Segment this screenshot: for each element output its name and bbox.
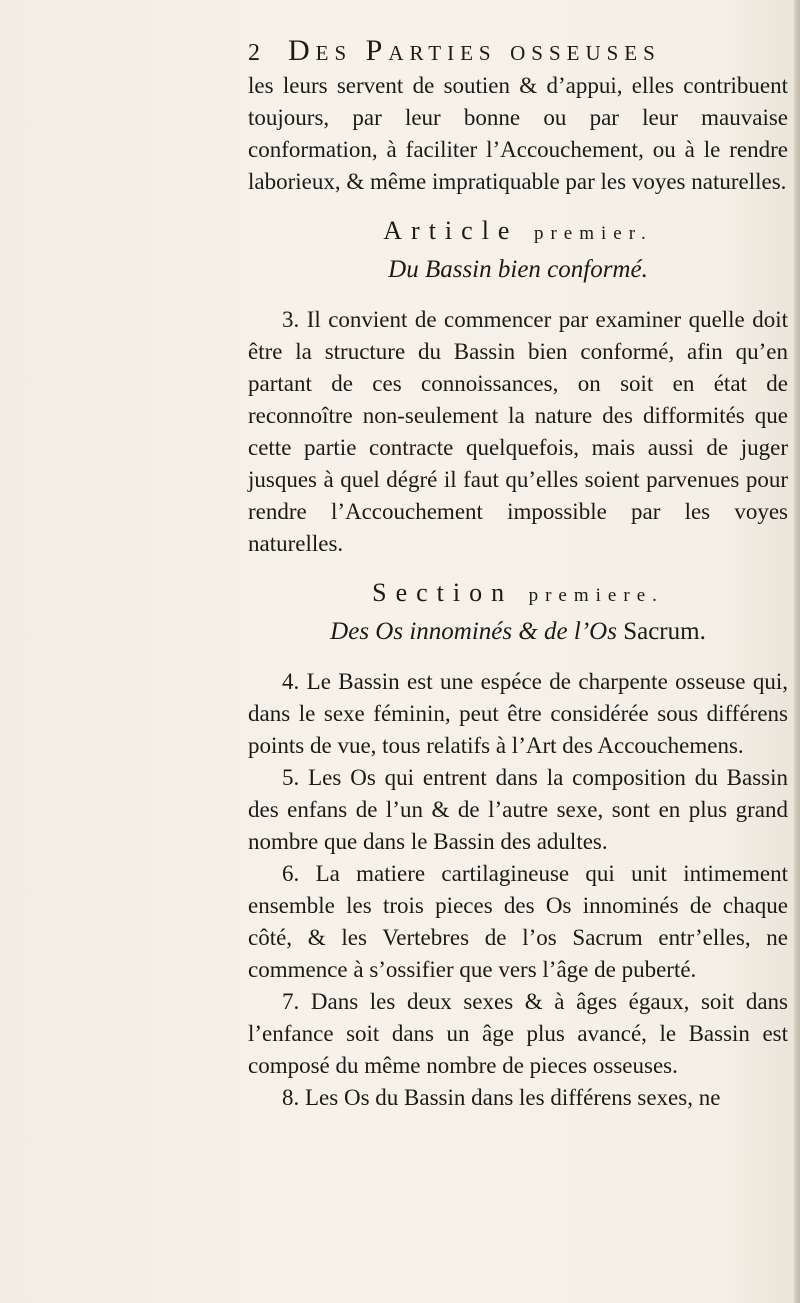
page-number: 2 (248, 40, 260, 66)
article-word: Article (383, 216, 519, 245)
paragraph-7: 7. Dans les deux sexes & à âges égaux, soit dans l’enfance soit dans un âge plus avancé, le Bassin est composé du même nombre de pieces osseuses. (248, 989, 788, 1078)
page-edge (794, 0, 800, 1303)
section-subtitle-roman: Sacrum. (623, 618, 706, 645)
section-subtitle-italic: Des Os innominés & de l’Os (330, 618, 617, 645)
section-subtitle (248, 618, 788, 646)
section-heading (248, 578, 788, 608)
running-head (248, 34, 788, 68)
paragraph-8: 8. Les Os du Bassin dans les différens sexes, ne (282, 1085, 721, 1110)
section-ordinal: premiere. (528, 585, 664, 606)
article-subtitle: Du Bassin bien conformé. (388, 256, 648, 283)
paragraph-6: 6. La matiere cartilagineuse qui unit intimement ensemble les trois pieces des Os innominés de chaque côté, & les Vertebres de l’os Sacrum entr’elles, ne commence à s’ossifier que vers l’âge de puberté. (248, 861, 788, 982)
page-content (248, 34, 788, 1114)
paragraph-4: 4. Le Bassin est une espéce de charpente osseuse qui, dans le sexe féminin, peut être considérée sous différens points de vue, tous relatifs à l’Art des Accouchemens. (248, 669, 788, 758)
article-heading (248, 216, 788, 246)
paragraph-5: 5. Les Os qui entrent dans la composition du Bassin des enfans de l’un & de l’autre sexe, sont en plus grand nombre que dans le Bassin des adultes. (248, 765, 788, 854)
section-word: Section (372, 578, 514, 607)
running-title: Des Parties osseuses (288, 34, 661, 67)
intro-paragraph: les leurs servent de soutien & d’appui, elles contribuent toujours, par leur bonne ou par leur mauvaise conformation, à faciliter l’Accouchement, ou à le rendre laborieux, & même impratiquable par les voyes naturelles. (248, 73, 788, 194)
paragraph-3: 3. Il convient de commencer par examiner quelle doit être la structure du Bassin bien conformé, afin qu’en partant de ces connoissances, on soit en état de reconnoître non-seulement la nature des difformités que cette partie contracte quelquefois, mais aussi de juger jusques à quel dégré il faut qu’elles soient parvenues pour rendre l’Accouchement impossible par les voyes naturelles. (248, 307, 788, 556)
article-ordinal: premier. (533, 223, 653, 244)
